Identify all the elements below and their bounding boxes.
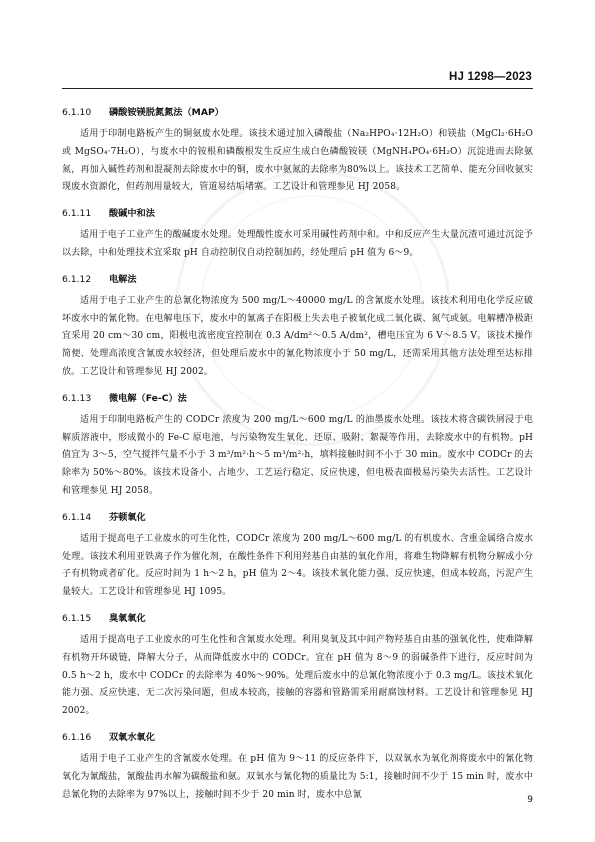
- section-6-1-15: [62, 611, 533, 721]
- header-rule: [62, 88, 533, 89]
- section-heading: [62, 510, 533, 525]
- section-number: 6.1.10: [62, 107, 92, 118]
- section-6-1-11: [62, 206, 533, 263]
- section-heading: [62, 105, 533, 120]
- section-6-1-12: [62, 272, 533, 382]
- section-number: 6.1.14: [62, 511, 92, 523]
- section-6-1-10: [62, 105, 533, 197]
- section-6-1-16: [62, 730, 533, 804]
- section-title: 双氧水氧化: [109, 731, 155, 743]
- section-number: 6.1.11: [62, 208, 92, 220]
- section-number: 6.1.12: [62, 273, 92, 285]
- section-6-1-14: [62, 510, 533, 602]
- section-title: 电解法: [109, 273, 137, 285]
- section-6-1-13: [62, 391, 533, 501]
- section-paragraph: 适用于电子工业产生的含氰废水处理。在 pH 值为 9～11 的反应条件下，以双氧水为氧化剂将废水中的氰化物氧化为氰酸盐，氰酸盐再水解为碳酸盐和氨。双氧水与氰化物的质量比为 5:1，接触时间不少于 15 min 时，废水中总氰化物的去除率为 97%以上，接触时间不少于 20 min 时，废水中总氰: [62, 753, 533, 800]
- section-title: 臭氧氧化: [109, 612, 146, 624]
- section-heading: [62, 730, 533, 745]
- section-title: 磷酸铵镁脱氮氮法（MAP）: [109, 107, 224, 118]
- page-number: 9: [527, 795, 533, 805]
- section-number: 6.1.13: [62, 392, 92, 404]
- section-paragraph: 适用于印制电路板产生的 CODCr 浓度为 200 mg/L～600 mg/L 的油墨废水处理。该技术将含碳铁屑浸于电解质溶液中，形成微小的 Fe-C 原电池，与污染物发生氧化、还原、吸附、絮凝等作用，去除废水中的有机物。pH 值宜为 3～5，空气搅拌气量不小于 3 m³/m²·h～5 m³/m²·h，填料接触时间不小于 30 min。废水中 CODCr 的去除率为 50%～80%。该技术设备小、占地少、工艺运行稳定、反应快速，但电极表面极易污染失去活性。工艺设计和管理参见 HJ 2058。: [62, 414, 533, 496]
- section-number: 6.1.16: [62, 731, 92, 743]
- section-paragraph: 适用于电子工业产生的酸碱废水处理。处理酸性废水可采用碱性药剂中和。中和反应产生大量沉渣可通过沉淀予以去除，中和处理技术宜采取 pH 自动控制仪自动控制加药，经处理后 pH 值为 6～9。: [62, 230, 533, 258]
- section-heading: [62, 611, 533, 626]
- section-heading: [62, 206, 533, 221]
- section-paragraph: 适用于印制电路板产生的铜氨废水处理。该技术通过加入磷酸盐（Na₂HPO₄·12H₂O）和镁盐（MgCl₂·6H₂O 或 MgSO₄·7H₂O），与废水中的铵根和磷酸根发生反应生成白色磷酸铵镁（MgNH₄PO₄·6H₂O）沉淀进而去除氨氮，再加入碱性药剂和混凝剂去除废水中的铜，废水中氨氮的去除率为80%以上。该技术工艺简单、能充分回收氨实现废水资源化，但药剂用量较大，管道易结垢堵塞。工艺设计和管理参见 HJ 2058。: [62, 129, 533, 193]
- document-body: [62, 105, 533, 813]
- section-title: 芬顿氧化: [109, 511, 146, 523]
- section-heading: [62, 391, 533, 406]
- section-title: 酸碱中和法: [109, 208, 155, 220]
- section-paragraph: 适用于电子工业产生的总氰化物浓度为 500 mg/L～40000 mg/L 的含氰废水处理。该技术利用电化学反应破坏废水中的氰化物。在电解电压下，废水中的氰离子在阳极上失去电子被氧化成二氧化碳、氮气或氨。电解槽净极距宜采用 20 cm～30 cm，阳极电流密度宜控制在 0.3 A/dm²～0.5 A/dm²，槽电压宜为 6 V～8.5 V。该技术操作简便、处理高浓度含氰废水较经济，但处理后废水中的氰化物浓度小于 50 mg/L，还需采用其他方法处理至达标排放。工艺设计和管理参见 HJ 2002。: [62, 295, 533, 377]
- section-heading: [62, 272, 533, 287]
- section-title: 微电解（Fe-C）法: [109, 392, 187, 404]
- standard-number: HJ 1298—2023: [449, 71, 532, 83]
- section-paragraph: 适用于提高电子工业废水的可生化性和含氰废水处理。利用臭氧及其中间产物羟基自由基的强氧化性，使难降解有机物开环破链，降解大分子，从而降低废水中的 CODCr。宜在 pH 值为 8～9 的弱碱条件下进行，反应时间为 0.5 h～2 h，废水中 CODCr 的去除率为 40%～90%。处理后废水中的总氰化物浓度小于 0.3 mg/L。该技术氧化能力强、反应快速、无二次污染问题，但成本较高，接触的容器和管路需采用耐腐蚀材料。工艺设计和管理参见 HJ 2002。: [62, 634, 533, 717]
- section-paragraph: 适用于提高电子工业废水的可生化性，CODCr 浓度为 200 mg/L～600 mg/L 的有机废水、含重金属络合废水处理。该技术利用亚铁离子作为催化剂，在酸性条件下利用羟基自由基的氧化作用，将难生物降解有机物分解成小分子有机物或者矿化。反应时间为 1 h～2 h，pH 值为 2～4。该技术氧化能力强、反应快速，但成本较高，污泥产生量较大。工艺设计和管理参见 HJ 1095。: [62, 533, 533, 598]
- section-number: 6.1.15: [62, 612, 92, 624]
